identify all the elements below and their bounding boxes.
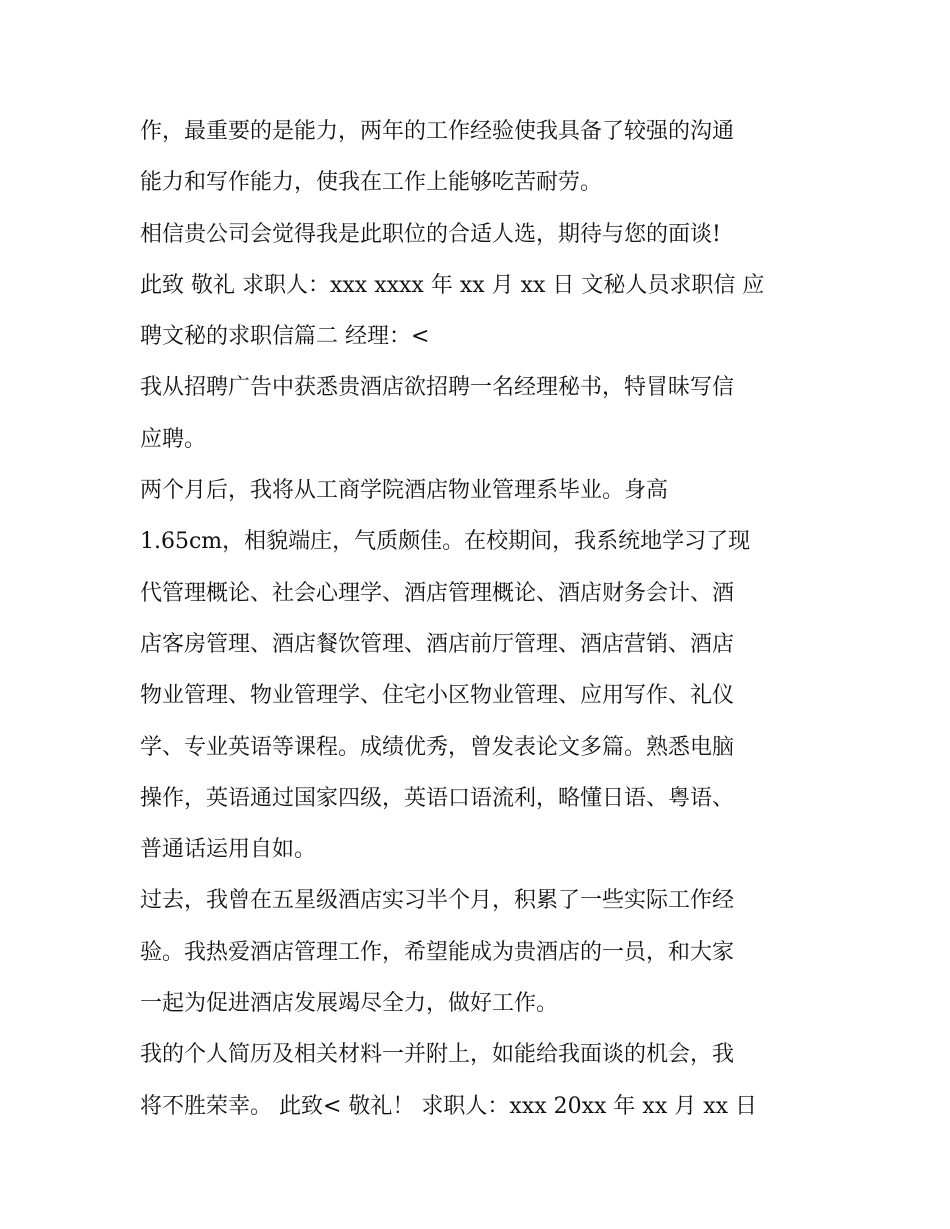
text-line: 普通话运用自如。 xyxy=(140,837,317,863)
text-line: 物业管理、物业管理学、住宅小区物业管理、应用写作、礼仪 xyxy=(140,683,735,709)
text-line: 验。我热爱酒店管理工作，希望能成为贵酒店的一员，和大家 xyxy=(140,939,735,965)
text-line: 店客房管理、酒店餐饮管理、酒店前厅管理、酒店营销、酒店 xyxy=(140,631,735,657)
text-line: 聘文秘的求职信篇二 经理：< xyxy=(140,324,430,350)
text-line: 操作，英语通过国家四级，英语口语流利，略懂日语、粤语、 xyxy=(140,785,735,811)
text-line: 一起为促进酒店发展竭尽全力，做好工作。 xyxy=(140,991,559,1017)
text-line: 1.65cm，相貌端庄，气质颇佳。在校期间，我系统地学习了现 xyxy=(140,529,751,555)
text-line: 能力和写作能力，使我在工作上能够吃苦耐劳。 xyxy=(140,170,603,196)
text-line: 两个月后，我将从工商学院酒店物业管理系毕业。身高 xyxy=(140,478,669,504)
text-line: 过去，我曾在五星级酒店实习半个月，积累了一些实际工作经 xyxy=(140,888,735,914)
text-line: 相信贵公司会觉得我是此职位的合适人选，期待与您的面谈! xyxy=(140,221,721,247)
text-line: 我的个人简历及相关材料一并附上，如能给我面谈的机会，我 xyxy=(140,1042,735,1068)
letter-body xyxy=(140,106,830,1132)
text-line: 应聘。 xyxy=(140,426,207,452)
text-line: 代管理概论、社会心理学、酒店管理概论、酒店财务会计、酒 xyxy=(140,580,735,606)
text-line: 学、专业英语等课程。成绩优秀，曾发表论文多篇。熟悉电脑 xyxy=(140,734,735,760)
text-line: 此致 敬礼 求职人：xxx xxxx 年 xx 月 xx 日 文秘人员求职信 应 xyxy=(140,272,765,298)
text-line: 作，最重要的是能力，两年的工作经验使我具备了较强的沟通 xyxy=(140,119,735,144)
text-line: 将不胜荣幸。 此致< 敬礼！ 求职人：xxx 20xx 年 xx 月 xx 日 xyxy=(140,1093,758,1119)
text-line: 我从招聘广告中获悉贵酒店欲招聘一名经理秘书，特冒昧写信 xyxy=(140,375,735,401)
